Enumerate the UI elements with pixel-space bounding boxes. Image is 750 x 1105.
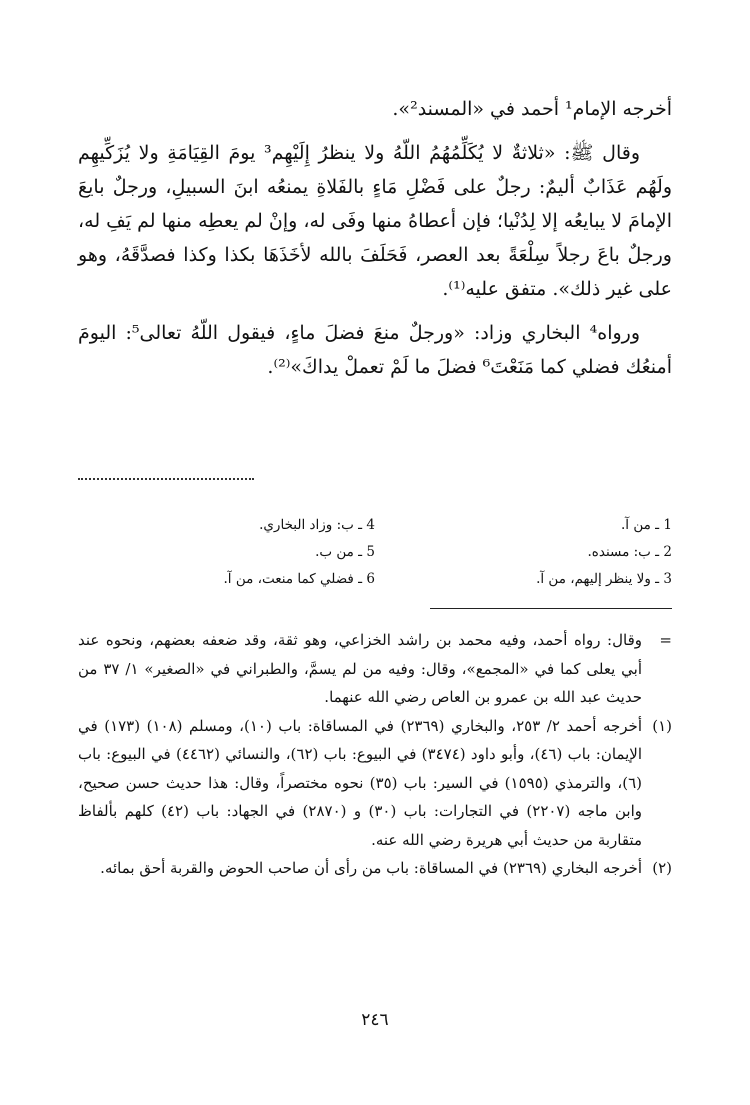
variants-column-right bbox=[375, 512, 672, 593]
manuscript-variants bbox=[78, 512, 672, 593]
paragraph-takhrij: أخرجه الإمام¹ أحمد في «المسند²». bbox=[392, 98, 672, 120]
dotted-separator bbox=[78, 478, 254, 480]
footnote-mark: = bbox=[659, 631, 672, 649]
variant-note: 2 ـ ب: مسنده. bbox=[587, 544, 672, 560]
variant-note: 6 ـ فضلي كما منعت، من آ. bbox=[223, 571, 375, 587]
footnote-mark: (٢) bbox=[652, 859, 672, 877]
variant-note: 1 ـ من آ. bbox=[621, 517, 672, 533]
footnote-2 bbox=[78, 854, 672, 883]
main-text bbox=[78, 92, 672, 394]
footnote-text: وقال: رواه أحمد، وفيه محمد بن راشد الخزاعي، وهو ثقة، وقد ضعفه بعضهم، ونحوه عند أبي يعلى كما في «المجمع»، وقال: وفيه من لم يسمَّ، والطبراني في «الصغير» ١/ ٣٧ من حديث عبد الله بن عمرو بن العاص رضي الله عنهما. bbox=[78, 631, 642, 706]
footnotes bbox=[78, 626, 672, 883]
footnote-text: أخرجه أحمد ٢/ ٢٥٣، والبخاري (٢٣٦٩) في المساقاة: باب (١٠)، ومسلم (١٠٨) (١٧٣) في الإيمان: باب (٤٦)، وأبو داود (٣٤٧٤) في البيوع: باب (٦٢)، والنسائي (٤٤٦٢) في البيوع: باب (٦)، والترمذي (١٥٩٥) في السير: باب (٣٥) نحوه مختصراً، وقال: هذا حديث حسن صحيح، وابن ماجه (٢٢٠٧) في التجارات: باب (٣٠) و (٢٨٧٠) في الجهاد: باب (٤٢) كلهم بألفاظ متقاربة من حديث أبي هريرة رضي الله عنه. bbox=[78, 716, 643, 849]
footnote-1 bbox=[78, 712, 672, 855]
variants-column-left bbox=[78, 512, 375, 593]
variant-note: 3 ـ ولا ينظر إليهم، من آ. bbox=[536, 571, 672, 587]
variant-note: 4 ـ ب: وزاد البخاري. bbox=[259, 517, 375, 533]
footnote-rule bbox=[430, 608, 672, 609]
footnote-continuation bbox=[78, 626, 672, 712]
variant-note: 5 ـ من ب. bbox=[315, 544, 375, 560]
page-number: ٢٤٦ bbox=[361, 1010, 389, 1030]
paragraph-bukhari-addition: ورواه⁴ البخاري وزاد: «ورجلٌ منعَ فضلَ ماءٍ، فيقول اللّهُ تعالى⁵: اليومَ أمنعُك فضلي كما مَنَعْتَ⁶ فضلَ ما لَمْ تعملْ يداكَ»⁽²⁾. bbox=[78, 322, 672, 378]
footnote-text: أخرجه البخاري (٢٣٦٩) في المساقاة: باب من رأى أن صاحب الحوض والقربة أحق بمائه. bbox=[100, 859, 642, 877]
paragraph-hadith: وقال ﷺ: «ثلاثةٌ لا يُكَلِّمُهُمُ اللّهُ ولا ينظرُ إِلَيْهِم³ يومَ القِيَامَةِ ولا يُزَكِّيهِم ولَهُم عَذَابٌ أليمٌ: رجلٌ على فَضْلِ مَاءٍ بالفَلاةِ يمنعُه ابنَ السبيلِ، ورجلٌ بايعَ الإمامَ لا يبايعُه إلا لِدُنْيا؛ فإن أعطاهُ منها وفَى له، وإنْ لم يعطِه منها لم يَفِ له، ورجلٌ باعَ رجلاً سِلْعَةً بعد العصر، فَحَلَفَ بالله لأخَذَهَا بكذا وكذا فصدَّقَهُ، وهو على غير ذلك». متفق عليه⁽¹⁾. bbox=[78, 142, 672, 300]
footnote-mark: (١) bbox=[652, 716, 672, 735]
